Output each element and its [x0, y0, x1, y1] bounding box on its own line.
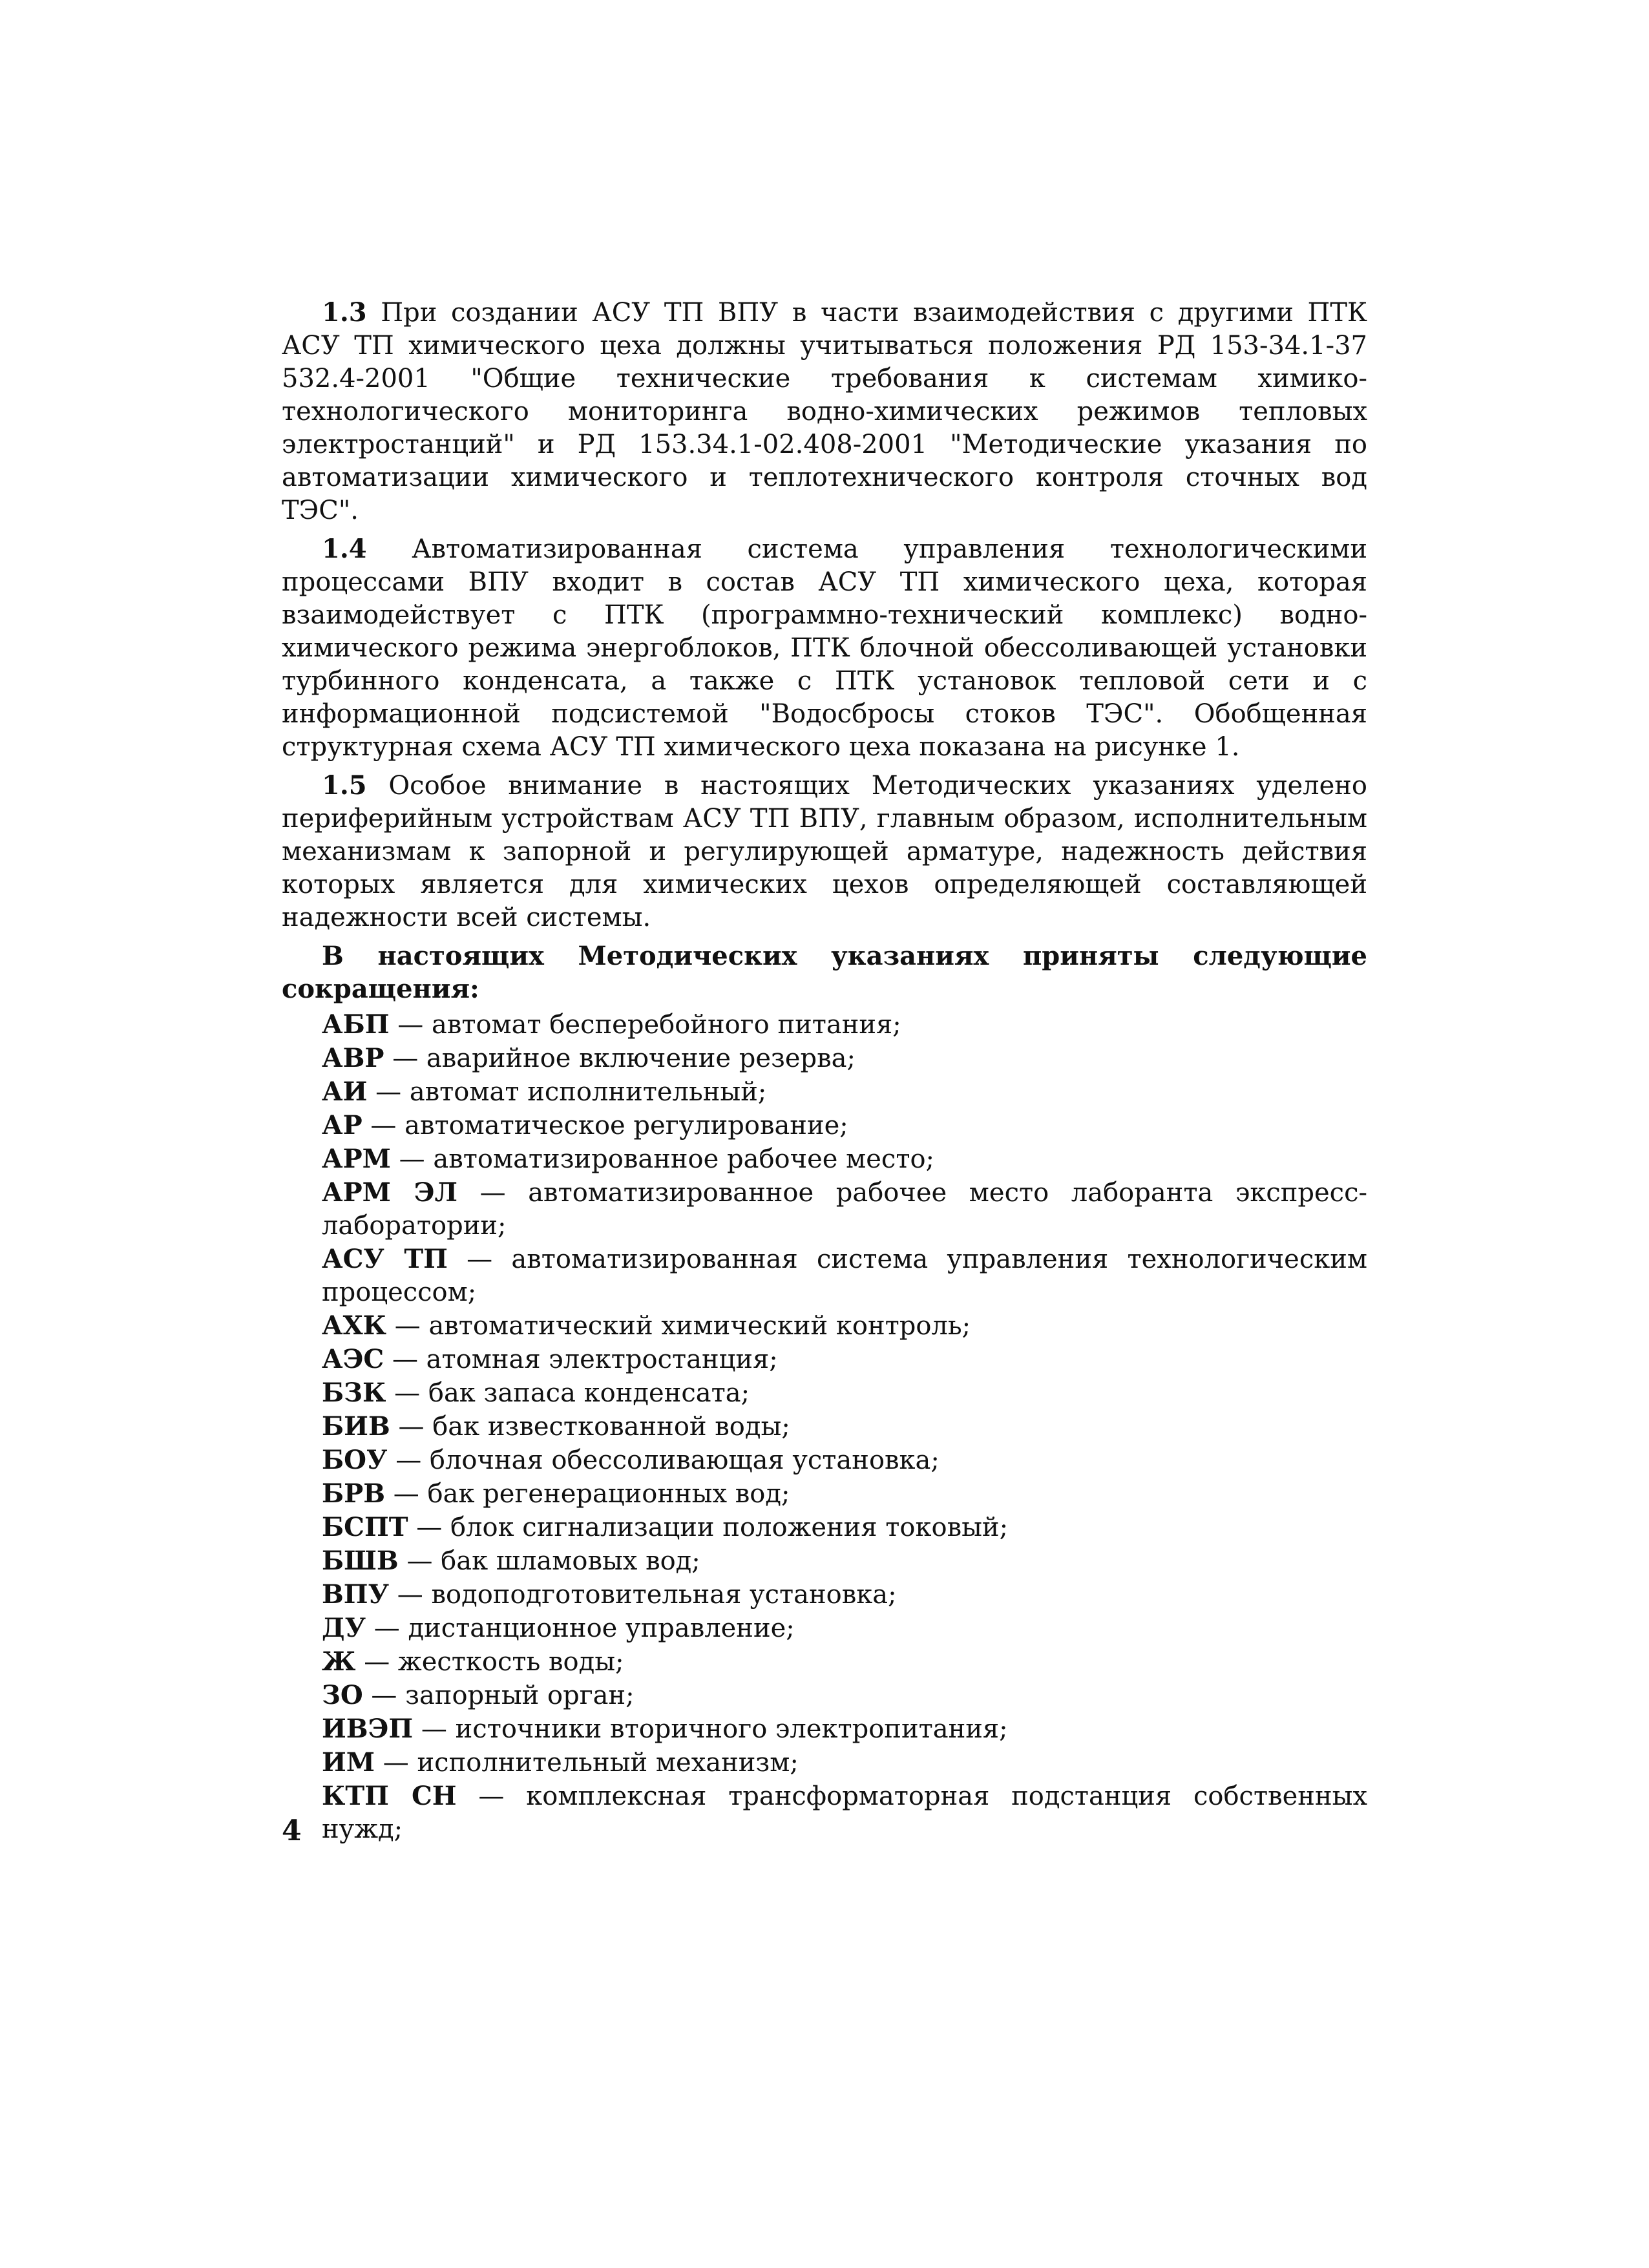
abbreviation-definition: жесткость воды; [397, 1647, 624, 1677]
abbreviation-term: ВПУ [322, 1579, 390, 1610]
paragraph-text: При создании АСУ ТП ВПУ в части взаимодействия с другими ПТК АСУ ТП химического цеха должны учитываться положения РД 153-34.1-37 532.4-2001 "Общие технические требования к системам химико-технологического мониторинга водно-химических режимов тепловых электростанций" и РД 153.34.1-02.408-2001 "Методические указания по автоматизации химического и теплотехнического контроля сточных вод ТЭС". [282, 298, 1368, 525]
abbreviation-term: АР [322, 1110, 362, 1140]
abbreviation-term: Ж [322, 1646, 356, 1677]
abbreviation-item [322, 1679, 1367, 1712]
abbreviation-term: ИВЭП [322, 1714, 414, 1744]
abbreviation-definition: автомат исполнительный; [409, 1077, 767, 1107]
paragraph-number: 1.4 [322, 534, 367, 564]
abbreviations-list [282, 1008, 1367, 1846]
abbreviation-definition: автоматизированное рабочее место; [433, 1144, 935, 1174]
abbreviation-definition: исполнительный механизм; [417, 1748, 799, 1778]
paragraph-1-4 [282, 532, 1367, 764]
dash: — [370, 1111, 397, 1140]
abbreviation-item [322, 1477, 1367, 1511]
abbreviation-definition: автоматизированное рабочее место лаборанта экспресс-лаборатории; [322, 1178, 1367, 1241]
dash: — [397, 1010, 424, 1040]
abbreviation-definition: автоматизированная система управления технологическим процессом; [322, 1244, 1367, 1307]
abbreviation-item [322, 1780, 1367, 1846]
abbreviation-term: БИВ [322, 1411, 390, 1442]
abbreviation-item [322, 1243, 1367, 1309]
abbreviation-item [322, 1376, 1367, 1410]
abbreviation-term: АСУ ТП [322, 1244, 448, 1274]
abbreviation-definition: аварийное включение резерва; [426, 1044, 856, 1073]
abbreviation-term: АХК [322, 1310, 386, 1341]
abbreviation-definition: автоматический химический контроль; [428, 1311, 971, 1341]
body-text [282, 296, 1367, 1846]
abbreviation-term: БШВ [322, 1546, 399, 1576]
abbreviation-item [322, 1712, 1367, 1746]
abbreviation-term: КТП СН [322, 1781, 457, 1811]
dash: — [392, 1345, 418, 1374]
dash: — [393, 1479, 419, 1509]
dash: — [398, 1412, 425, 1442]
dash: — [394, 1378, 421, 1408]
abbreviation-definition: блок сигнализации положения токовый; [450, 1513, 1009, 1542]
abbreviation-term: АРМ ЭЛ [322, 1177, 457, 1208]
abbreviation-definition: источники вторичного электропитания; [455, 1714, 1008, 1744]
abbreviation-definition: запорный орган; [405, 1681, 635, 1710]
abbreviation-term: АВР [322, 1043, 384, 1073]
abbreviation-term: ДУ [322, 1613, 366, 1643]
abbreviation-item [322, 1578, 1367, 1612]
dash: — [406, 1546, 433, 1576]
dash: — [364, 1647, 390, 1677]
paragraph-text: Особое внимание в настоящих Методических указаниях уделено периферийным устройствам АСУ ТП ВПУ, главным образом, исполнительным механизмам к запорной и регулирующей арматуре, надежность действия которых является для химических цехов определяющей составляющей надежности всей системы. [282, 771, 1367, 932]
dash: — [416, 1513, 443, 1542]
paragraph-number: 1.3 [322, 297, 367, 328]
dash: — [392, 1044, 419, 1073]
abbreviation-item [322, 1544, 1367, 1578]
paragraph-number: 1.5 [322, 770, 367, 801]
abbreviation-definition: бак регенерационных вод; [427, 1479, 790, 1509]
paragraph-1-3 [282, 296, 1367, 527]
abbreviation-item [322, 1142, 1367, 1176]
abbreviation-term: ИМ [322, 1747, 375, 1778]
abbreviation-term: БСПТ [322, 1512, 408, 1542]
abbreviation-item [322, 1410, 1367, 1444]
abbreviation-item [322, 1343, 1367, 1376]
abbreviation-term: ЗО [322, 1680, 363, 1710]
abbreviation-item [322, 1309, 1367, 1343]
abbreviation-item [322, 1645, 1367, 1679]
abbreviation-term: АБП [322, 1009, 390, 1040]
abbreviation-term: БЗК [322, 1378, 386, 1408]
abbreviation-definition: атомная электростанция; [426, 1345, 778, 1374]
abbreviation-definition: блочная обессоливающая установка; [429, 1445, 940, 1475]
paragraph-text: Автоматизированная система управления технологическими процессами ВПУ входит в состав АСУ ТП химического цеха, которая взаимодействует с ПТК (программно-технический комплекс) водно-химического режима энергоблоков, ПТК блочной обессоливающей установки турбинного конденсата, а также с ПТК установок тепловой сети и с информационной подсистемой "Водосбросы стоков ТЭС". Обобщенная структурная схема АСУ ТП химического цеха показана на рисунке 1. [282, 534, 1367, 762]
abbreviation-term: АЭС [322, 1344, 384, 1374]
abbreviation-item [322, 1444, 1367, 1477]
abbreviation-item [322, 1008, 1367, 1042]
abbreviation-item [322, 1612, 1367, 1645]
paragraph-1-5 [282, 769, 1367, 934]
dash: — [373, 1613, 400, 1643]
abbreviation-definition: комплексная трансформаторная подстанция собственных нужд; [322, 1781, 1367, 1844]
abbreviation-item [322, 1746, 1367, 1780]
dash: — [467, 1244, 493, 1274]
abbreviation-item [322, 1042, 1367, 1075]
abbreviation-definition: автоматическое регулирование; [404, 1111, 848, 1140]
abbreviation-item [322, 1075, 1367, 1109]
abbreviation-definition: водоподготовительная установка; [431, 1580, 897, 1610]
dash: — [479, 1178, 506, 1208]
abbreviation-definition: бак запаса конденсата; [428, 1378, 750, 1408]
page-number: 4 [282, 1814, 302, 1847]
abbreviation-term: АРМ [322, 1144, 391, 1174]
abbreviation-item [322, 1511, 1367, 1544]
dash: — [397, 1580, 423, 1610]
dash: — [394, 1311, 421, 1341]
abbreviation-definition: бак шламовых вод; [441, 1546, 700, 1576]
abbreviation-term: АИ [322, 1076, 368, 1107]
dash: — [399, 1144, 425, 1174]
dash: — [395, 1445, 422, 1475]
abbreviation-item [322, 1109, 1367, 1142]
abbreviation-definition: автомат бесперебойного питания; [431, 1010, 901, 1040]
abbreviation-term: БОУ [322, 1445, 388, 1475]
dash: — [478, 1781, 505, 1811]
dash: — [375, 1077, 402, 1107]
abbreviation-item [322, 1176, 1367, 1243]
abbreviation-definition: дистанционное управление; [408, 1613, 795, 1643]
abbreviation-term: БРВ [322, 1478, 386, 1509]
abbreviation-definition: бак известкованной воды; [432, 1412, 790, 1442]
abbreviations-intro: В настоящих Методических указаниях приняты следующие сокращения: [282, 941, 1367, 1004]
dash: — [421, 1714, 447, 1744]
dash: — [371, 1681, 397, 1710]
dash: — [383, 1748, 409, 1778]
